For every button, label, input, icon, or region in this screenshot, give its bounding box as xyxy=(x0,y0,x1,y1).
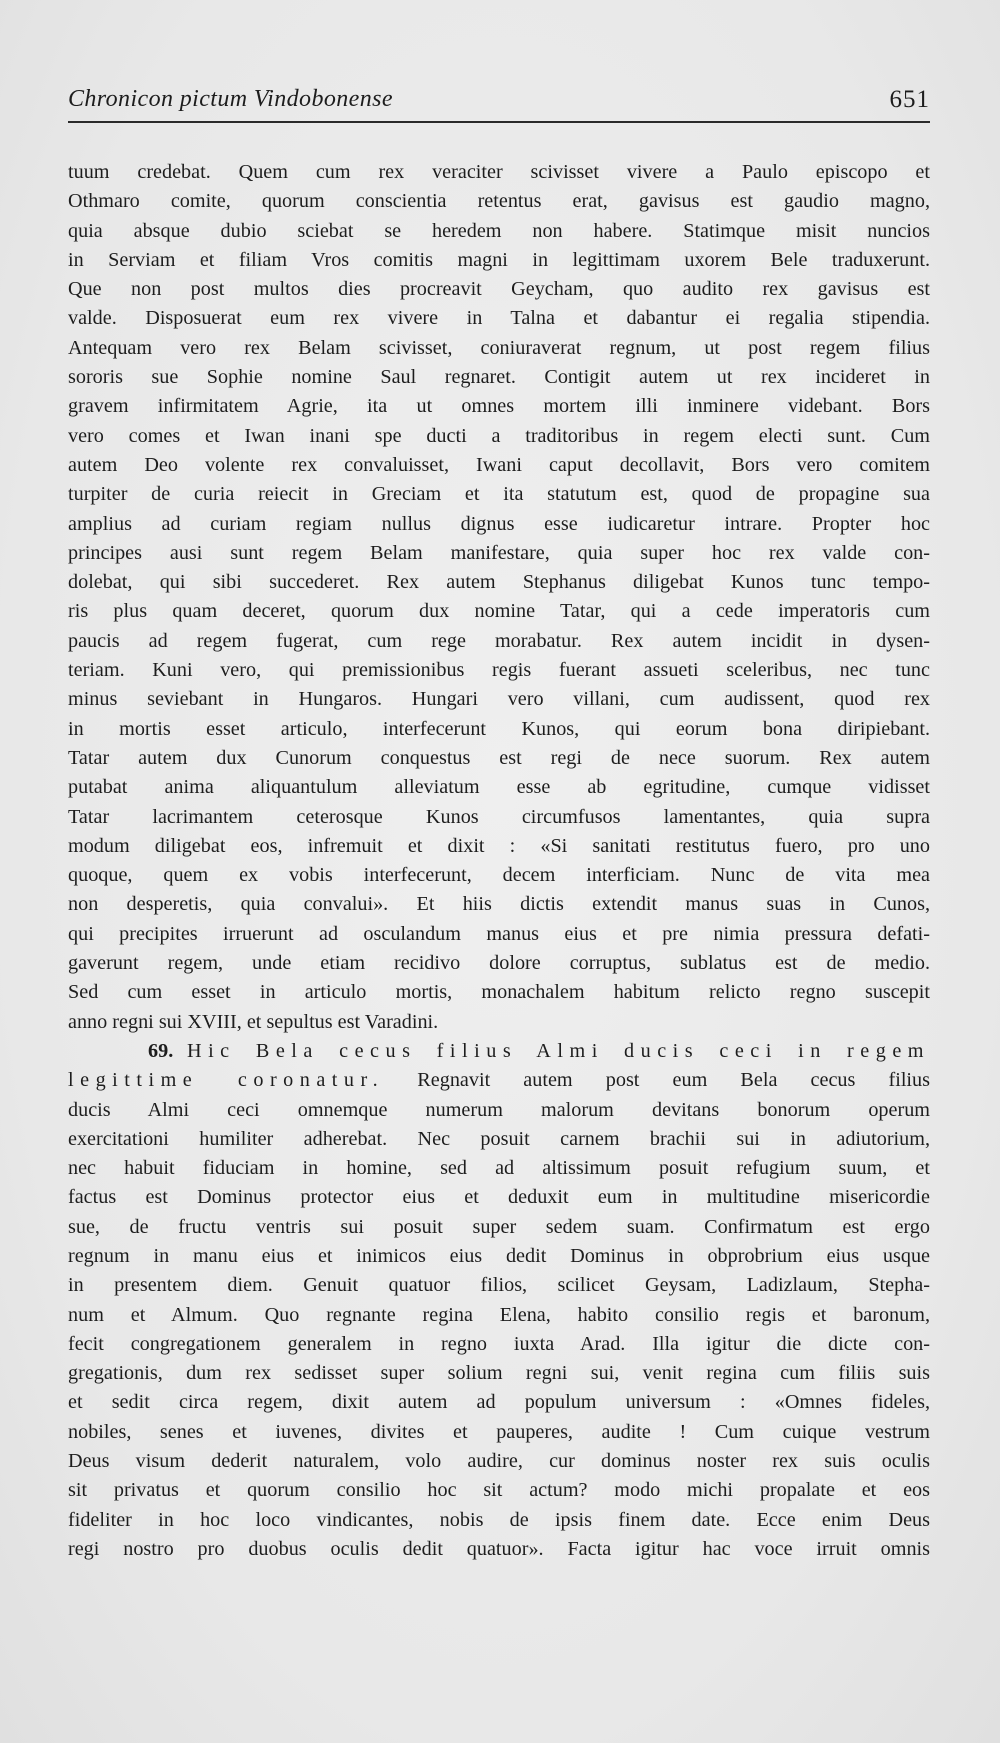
text-line: ris plus quam deceret, quorum dux nomine Tatar, qui a cede imperatoris cum xyxy=(68,600,930,623)
page-number: 651 xyxy=(889,86,930,113)
text-line: qui precipites irruerunt ad osculandum manus eius et pre nimia pressura defati- xyxy=(68,922,930,945)
text-line: sit privatus et quorum consilio hoc sit actum? modo michi propalate et eos xyxy=(68,1479,930,1502)
text-line: ducis Almi ceci omnemque numerum malorum devitans bonorum operum xyxy=(68,1098,930,1121)
text-line: principes ausi sunt regem Belam manifestare, quia super hoc rex valde con- xyxy=(68,541,930,564)
text-line: teriam. Kuni vero, qui premissionibus regis fuerant assueti sceleribus, nec tunc xyxy=(68,659,930,682)
text-line: sororis sue Sophie nomine Saul regnaret. Contigit autem ut rex incideret in xyxy=(68,366,930,389)
text-line: et sedit circa regem, dixit autem ad populum universum : «Omnes fideles, xyxy=(68,1391,930,1414)
text-line: nec habuit fiduciam in homine, sed ad altissimum posuit refugium suum, et xyxy=(68,1157,930,1180)
running-title: Chronicon pictum Vindobonense xyxy=(68,86,393,112)
chapter-heading: Hic Bela cecus filius Almi ducis ceci in regem xyxy=(186,1039,930,1062)
text-line: fecit congregationem generalem in regno iuxta Arad. Illa igitur die dicte con- xyxy=(68,1332,930,1355)
text-line: amplius ad curiam regiam nullus dignus esse iudicaretur intrare. Propter hoc xyxy=(68,512,930,535)
text-line: valde. Disposuerat eum rex vivere in Talna et dabantur ei regalia stipendia. xyxy=(68,307,930,330)
text-line: Othmaro comite, quorum conscientia retentus erat, gavisus est gaudio magno, xyxy=(68,190,930,213)
text-line: in mortis esset articulo, interfecerunt Kunos, qui eorum bona diripiebant. xyxy=(68,717,930,740)
chapter-number: 69. xyxy=(148,1039,174,1062)
text-line: factus est Dominus protector eius et deduxit eum in multitudine misericordie xyxy=(68,1186,930,1209)
text-line: regnum in manu eius et inimicos eius dedit Dominus in obprobrium eius usque xyxy=(68,1244,930,1267)
chapter-heading-line xyxy=(68,1037,930,1066)
chapter-heading-continued: legittime coronatur. xyxy=(68,1069,385,1092)
text-line: gregationis, dum rex sedisset super solium regni sui, venit regina cum filiis suis xyxy=(68,1362,930,1385)
text-line: Tatar lacrimantem ceterosque Kunos circumfusos lamentantes, quia supra xyxy=(68,805,930,828)
text-line: sue, de fructu ventris sui posuit super sedem suam. Confirmatum est ergo xyxy=(68,1215,930,1238)
text-line: in presentem diem. Genuit quatuor filios, scilicet Geysam, Ladizlaum, Stepha- xyxy=(68,1274,930,1297)
text-line: vero comes et Iwan inani spe ducti a traditoribus in regem electi sunt. Cum xyxy=(68,424,930,447)
text-line: Antequam vero rex Belam scivisset, coniuraverat regnum, ut post regem filius xyxy=(68,336,930,359)
text-line: gaverunt regem, unde etiam recidivo dolore corruptus, sublatus est de medio. xyxy=(68,952,930,975)
text-line: minus seviebant in Hungaros. Hungari vero villani, cum audissent, quod rex xyxy=(68,688,930,711)
text-line: num et Almum. Quo regnante regina Elena, habito consilio regis et baronum, xyxy=(68,1303,930,1326)
chapter-text-start: Regnavit autem post eum Bela cecus filius xyxy=(417,1069,930,1092)
text-line: fideliter in hoc loco vindicantes, nobis de ipsis finem date. Ecce enim Deus xyxy=(68,1508,930,1531)
text-line: Que non post multos dies procreavit Geycham, quo audito rex gavisus est xyxy=(68,278,930,301)
chapter-heading-line-2 xyxy=(68,1066,930,1095)
text-line: turpiter de curia reiecit in Greciam et ita statutum est, quod de propagine sua xyxy=(68,483,930,506)
text-line: anno regni sui XVIII, et sepultus est Varadini. xyxy=(68,1010,439,1033)
text-line: regi nostro pro duobus oculis dedit quatuor». Facta igitur hac voce irruit omnis xyxy=(68,1537,930,1560)
text-line: Sed cum esset in articulo mortis, monachalem habitum relicto regno suscepit xyxy=(68,981,930,1004)
main-text xyxy=(68,158,930,1564)
page-header xyxy=(68,86,930,120)
text-line: quia absque dubio sciebat se heredem non habere. Statimque misit nuncios xyxy=(68,219,930,242)
text-line: gravem infirmitatem Agrie, ita ut omnes mortem illi inminere videbant. Bors xyxy=(68,395,930,418)
text-line: quoque, quem ex vobis interfecerunt, decem interficiam. Nunc de vita mea xyxy=(68,864,930,887)
text-line: Tatar autem dux Cunorum conquestus est regi de nece suorum. Rex autem xyxy=(68,746,930,769)
text-line: tuum credebat. Quem cum rex veraciter scivisset vivere a Paulo episcopo et xyxy=(68,161,930,183)
text-line: paucis ad regem fugerat, cum rege morabatur. Rex autem incidit in dysen- xyxy=(68,629,930,652)
text-line: Deus visum dederit naturalem, volo audire, cur dominus noster rex suis oculis xyxy=(68,1450,930,1473)
text-line: in Serviam et filiam Vros comitis magni in legittimam uxorem Bele traduxerunt. xyxy=(68,248,930,271)
text-line: dolebat, qui sibi succederet. Rex autem Stephanus diligebat Kunos tunc tempo- xyxy=(68,571,930,594)
text-line: non desperetis, quia convalui». Et hiis dictis extendit manus suas in Cunos, xyxy=(68,893,930,916)
text-line: modum diligebat eos, infremuit et dixit : «Si sanitati restitutus fuero, pro uno xyxy=(68,834,930,857)
text-line: autem Deo volente rex convaluisset, Iwani caput decollavit, Bors vero comitem xyxy=(68,453,930,476)
text-line: exercitationi humiliter adherebat. Nec posuit carnem brachii sui in adiutorium, xyxy=(68,1127,930,1150)
header-rule xyxy=(68,121,930,123)
text-line: putabat anima aliquantulum alleviatum esse ab egritudine, cumque vidisset xyxy=(68,776,930,799)
text-line: nobiles, senes et iuvenes, divites et pauperes, audite ! Cum cuique vestrum xyxy=(68,1420,930,1443)
